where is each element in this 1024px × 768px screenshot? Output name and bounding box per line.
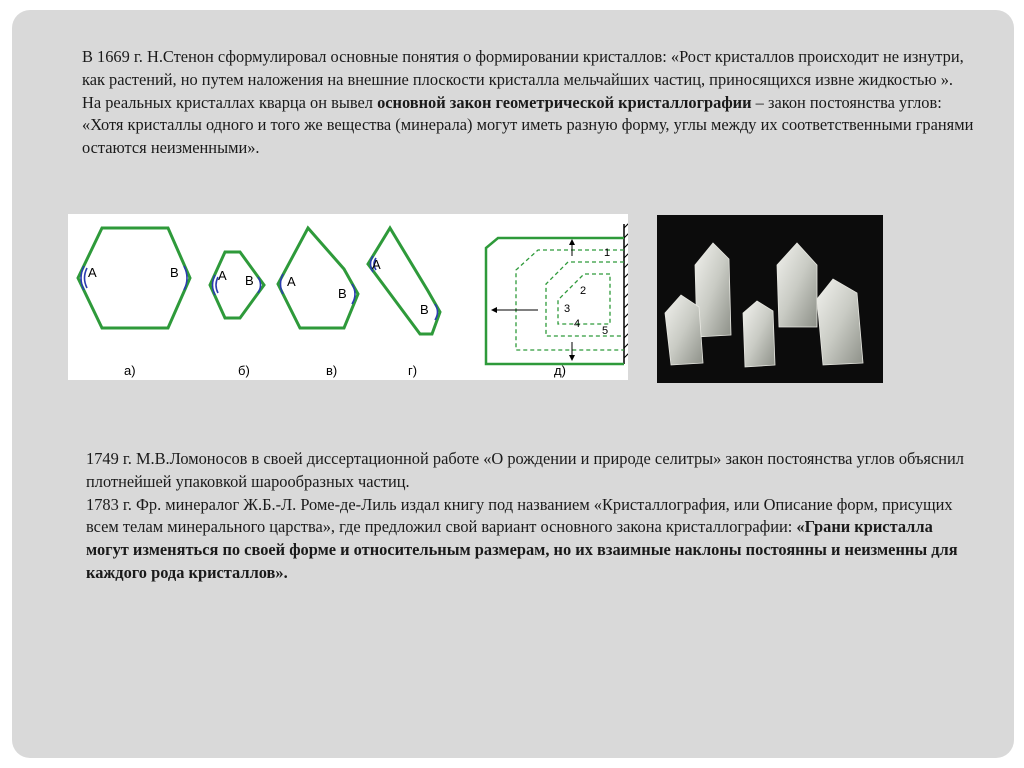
angle-label-b: B [245,273,254,288]
layer-label: 5 [602,325,609,337]
slide [12,10,1014,758]
crystal-shape [777,243,817,327]
rome-de-lisle-law-bold: «Грани кристалла могут изменяться по своей форме и относительным размерам, но их взаимные наклоны постоянны и неизменны для каждого рода кристаллов». [86,517,958,582]
steno-line-1: В 1669 г. Н.Стенон сформулировал основные понятия о формировании кристаллов: «Рост кристаллов происходит не изнутри, как растений, но путем наложения на внешние плоскости кристалла мельчайших частиц, приносящихся извне жидкостью ». [82,47,964,89]
crystal-b-outline [210,252,264,318]
layer-label: 4 [574,318,581,330]
crystal-v [278,228,358,378]
growth-layer [546,262,624,336]
layer-label: 2 [580,285,587,297]
caption-g: г) [408,363,418,378]
crystal-d [486,222,628,378]
angle-label-b: B [338,286,347,301]
steno-text [82,46,982,160]
rome-de-lisle-paragraph [86,494,966,585]
lomonosov-paragraph: 1749 г. М.В.Ломоносов в своей диссертационной работе «О рождении и природе селитры» закон постоянства углов объяснил плотнейшей упаковкой шарообразных частиц. [86,449,964,491]
growth-layer [558,274,610,324]
angle-label-a: A [372,257,381,272]
rome-de-lisle-text: 1783 г. Фр. минералог Ж.Б.-Л. Роме-де-Лиль издал книгу под названием «Кристаллография, или Описание форм, присущих всем телам минерального царства», где предложил свой вариант основного закона кристаллографии: [86,494,953,537]
quartz-crystals-photo [657,215,883,383]
steno-line-2a: На реальных кристаллах кварца он вывел [82,92,378,112]
angle-label-a: A [88,265,97,280]
angle-label-a: A [287,274,296,289]
crystal-shape [817,279,863,365]
caption-a: а) [124,363,136,378]
crystal-g [368,228,440,378]
lomonosov-text [86,448,966,585]
caption-d: д) [554,363,566,378]
crystal-b [210,252,264,378]
crystal-g-outline [368,228,440,334]
angle-label-a: A [218,268,227,283]
quartz-crystals-image [657,215,883,383]
crystal-a [78,228,190,378]
layer-label: 3 [564,303,571,315]
crystal-shape [743,301,775,367]
angle-label-b: B [420,302,429,317]
caption-v: в) [326,363,338,378]
layer-label: 1 [604,247,611,259]
steno-paragraph [82,46,982,160]
angle-arc-a [85,268,88,288]
steno-law-bold: основной закон геометрической кристаллографии [377,92,752,112]
angle-label-b: B [170,265,179,280]
crystal-diagram [68,214,628,380]
crystal-shape [665,295,703,365]
steno-line-2b: – закон постоянства углов: «Хотя кристаллы одного и того же вещества (минерала) могут иметь разную форму, углы между их соответственными гранями остаются неизменными». [82,92,974,158]
crystal-diagram-svg [68,214,628,380]
caption-b: б) [238,363,250,378]
